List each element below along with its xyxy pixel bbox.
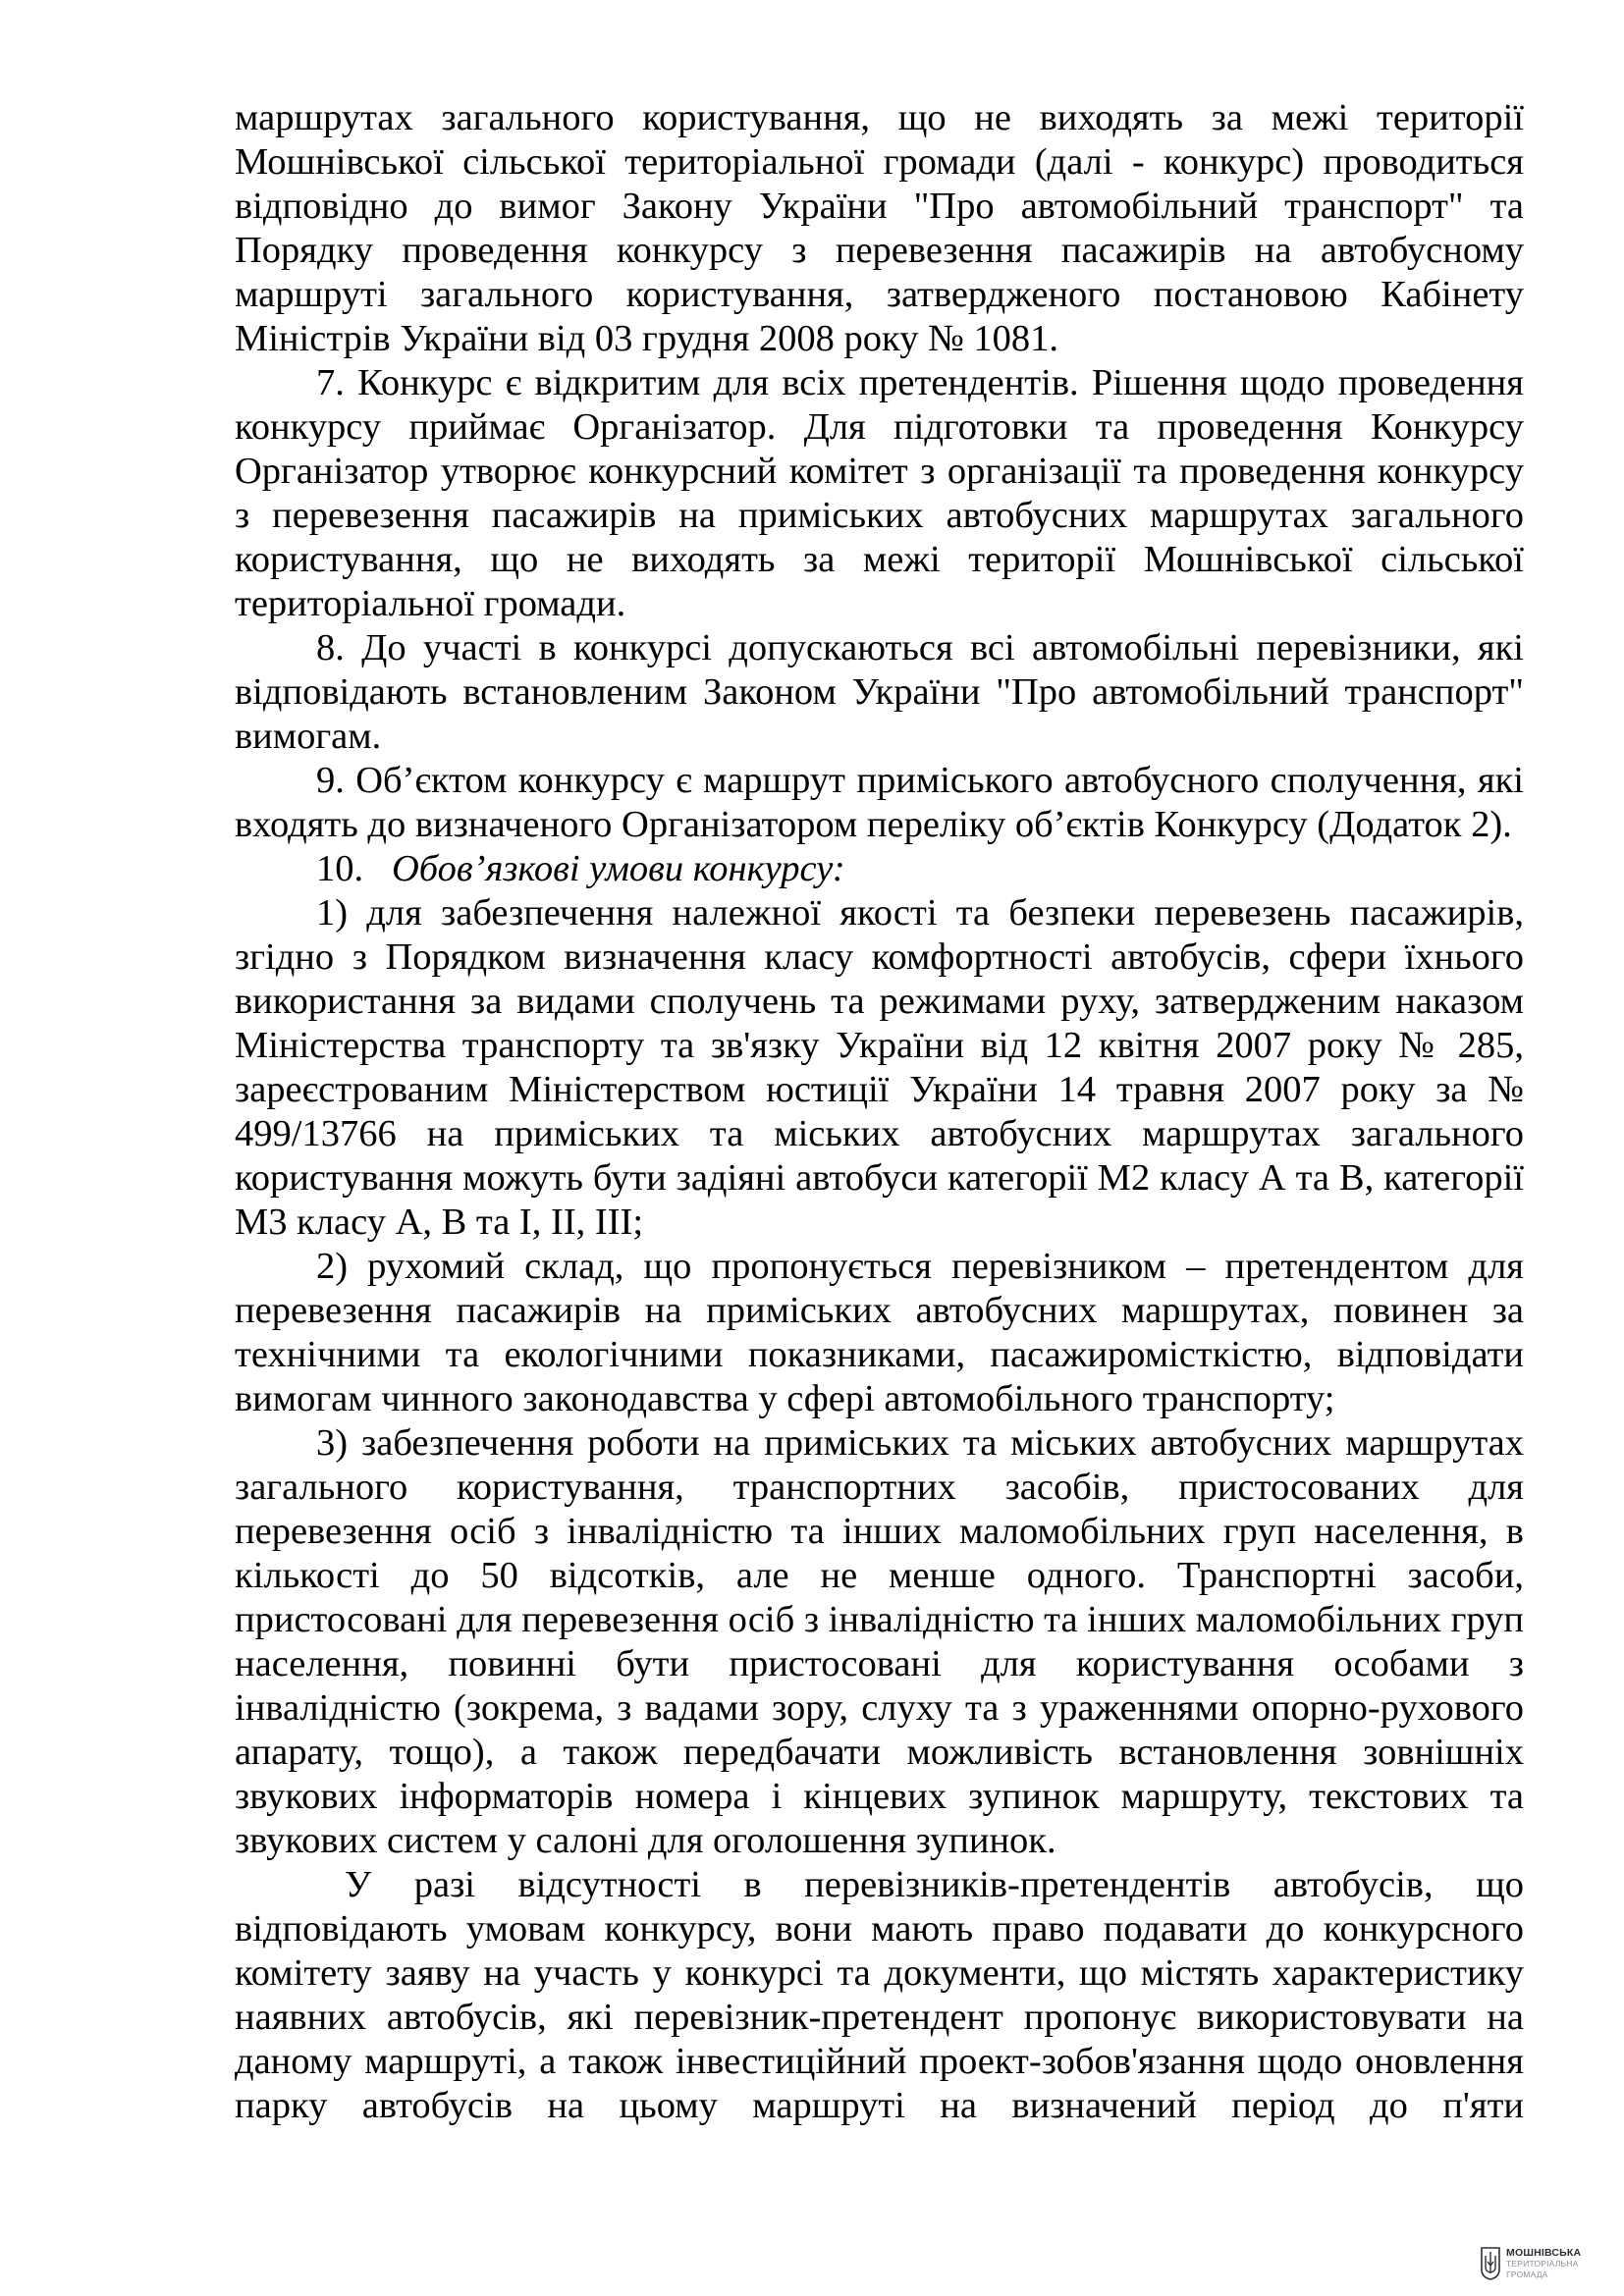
paragraph-6-continuation: маршрутах загального користування, що не виходять за межі території Мошнівської сільської територіальної громади (далі - конкурс) проводиться відповідно до вимог Закону України "Про автомобільний транспорт" та Порядку проведення конкурсу з перевезення пасажирів на автобусному маршруті загального користування, затвердженого постановою Кабінету Міністрів України від 03 грудня 2008 року № 1081. xyxy=(235,97,1524,359)
condition-3: 3) забезпечення роботи на приміських та міських автобусних маршрутах загального користування, транспортних засобів, пристосованих для перевезення осіб з інвалідністю та інших маломобільних груп населення, в кількості до 50 відсотків, але не менше одного. Транспортні засоби, пристосовані для перевезення осіб з інвалідністю та інших маломобільних груп населення, повинні бути пристосовані для користування особами з інвалідністю (зокрема, з вадами зору, слуху та з ураженнями опорно-рухового апарату, тощо), а також передбачати можливість встановлення зовнішніх звукових інформаторів номера і кінцевих зупинок маршруту, текстових та звукових систем у салоні для оголошення зупинок. xyxy=(235,1422,1524,1861)
paragraph-7: 7. Конкурс є відкритим для всіх претендентів. Рішення щодо проведення конкурсу приймає Організатор. Для підготовки та проведення Конкурсу Організатор утворює конкурсний комітет з організації та проведення конкурсу з перевезення пасажирів на приміських автобусних маршрутах загального користування, що не виходять за межі території Мошнівської сільської територіальної громади. xyxy=(235,362,1524,624)
paragraph-10-number: 10. xyxy=(316,848,364,889)
logo-line-3: ГРОМАДА xyxy=(1506,2269,1548,2279)
paragraph-10 xyxy=(235,847,1524,891)
paragraph-9: 9. Об’єктом конкурсу є маршрут приміського автобусного сполучення, які входять до визначеного Організатором переліку об’єктів Конкурсу (Додаток 2). xyxy=(235,760,1524,845)
community-logo xyxy=(1480,2242,1617,2285)
paragraph-10-heading: Обов’язкові умови конкурсу: xyxy=(392,848,845,889)
logo-line-2: ТЕРИТОРІАЛЬНА xyxy=(1506,2258,1579,2269)
trident-emblem-icon xyxy=(1480,2246,1501,2281)
condition-1: 1) для забезпечення належної якості та безпеки перевезень пасажирів, згідно з Порядком визначення класу комфортності автобусів, сфери їхнього використання за видами сполучень та режимами руху, затвердженим наказом Міністерства транспорту та зв'язку України від 12 квітня 2007 року № 285, зареєстрованим Міністерством юстиції України 14 травня 2007 року за № 499/13766 на приміських та міських автобусних маршрутах загального користування можуть бути задіяні автобуси категорії М2 класу А та В, категорії М3 класу А, В та І, ІІ, ІІІ; xyxy=(235,892,1524,1243)
paragraph-8: 8. До участі в конкурсі допускаються всі автомобільні перевізники, які відповідають встановленим Законом України "Про автомобільний транспорт" вимогам. xyxy=(235,627,1524,757)
document-body xyxy=(235,96,1524,2128)
paragraph-absence-of-buses: У разі відсутності в перевізників-претендентів автобусів, що відповідають умовам конкурсу, вони мають право подавати до конкурсного комітету заяву на участь у конкурсі та документи, що містять характеристику наявних автобусів, які перевізник-претендент пропонує використовувати на даному маршруті, а також інвестиційний проект-зобов'язання щодо оновлення парку автобусів на цьому маршруті на визначений період до п'яти xyxy=(235,1864,1524,2126)
logo-line-1: МОШНІВСЬКА xyxy=(1506,2246,1582,2259)
condition-2: 2) рухомий склад, що пропонується перевізником – претендентом для перевезення пасажирів на приміських автобусних маршрутах, повинен за технічними та екологічними показниками, пасажиромісткістю, відповідати вимогам чинного законодавства у сфері автомобільного транспорту; xyxy=(235,1246,1524,1419)
